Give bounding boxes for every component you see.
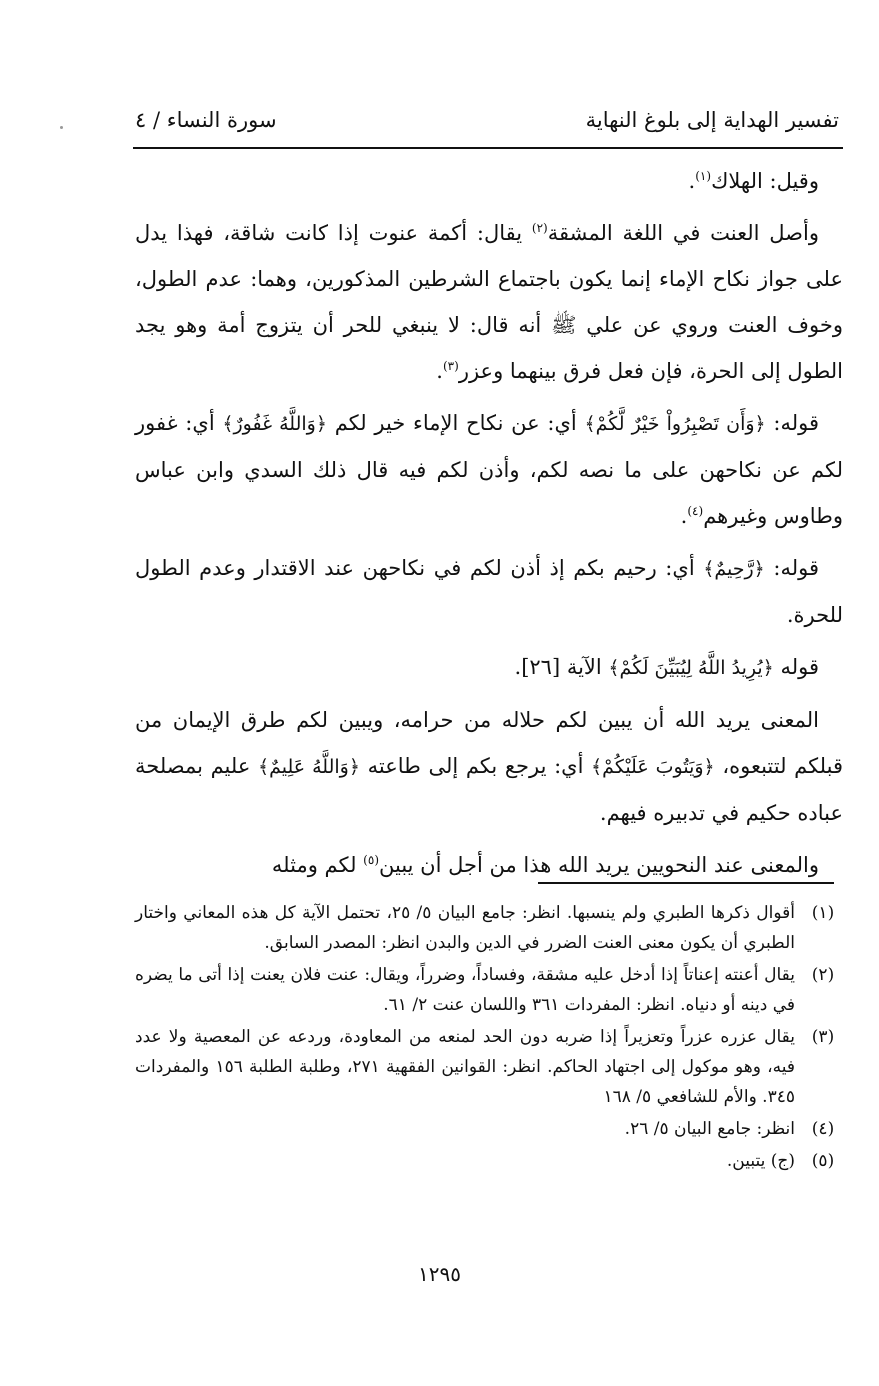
paragraph-7: والمعنى عند النحويين يريد الله هذا من أجل أن يبين$^{(٥)}$ لكم ومثله (271, 853, 819, 877)
footnote-1 (135, 898, 851, 958)
footnote-text: أقوال ذكرها الطبري ولم ينسبها. انظر: جامع البيان ٥/ ٢٥، تحتمل الآية كل هذه المعاني واختار الطبري أن يكون معنى العنت الضرر في الدين والبدن انظر: المصدر السابق. (135, 903, 795, 953)
footnote-number: (١) (811, 903, 835, 923)
main-text (135, 158, 843, 894)
footnote-number: (٢) (811, 965, 835, 985)
footnote-3 (135, 1022, 851, 1112)
footnote-number: (٤) (811, 1119, 835, 1139)
surah-reference: سورة النساء / ٤ (135, 108, 277, 132)
quran-quote: ﴿يُرِيدُ اللَّهُ لِيُبَيِّنَ لَكُمْ﴾ (608, 657, 774, 679)
footnote-ref-2: (٢) (531, 221, 548, 235)
quran-quote: ﴿وَأَن تَصْبِرُواْ خَيْرٌ لَّكُمْ﴾ (584, 413, 766, 435)
footnote-text: يقال أعنته إعناتاً إذا أدخل عليه مشقة، وفساداً، وضرراً، ويقال: عنت فلان يعنت إذا أتى ما يضره في دينه أو دنياه. انظر: المفردات ٣٦١ واللسان عنت ٢/ ٦١. (135, 965, 795, 1015)
footnote-ref-4: (٤) (687, 504, 704, 518)
quran-quote: ﴿رَّحِيمٌ﴾ (703, 558, 765, 580)
footnote-rule (538, 882, 834, 884)
footnotes (135, 898, 851, 1178)
paragraph-5: قوله ﴿يُرِيدُ اللَّهُ لِيُبَيِّنَ لَكُمْ﴾ الآية [٢٦]. (514, 655, 819, 679)
footnote-2 (135, 960, 851, 1020)
header-rule (133, 147, 843, 149)
footnote-text: انظر: جامع البيان ٥/ ٢٦. (624, 1119, 795, 1139)
paragraph-1: وقيل: الهلاك$^{(١)}$. (688, 169, 819, 193)
footnote-number: (٥) (811, 1151, 835, 1171)
quran-quote: ﴿وَيَتُوبَ عَلَيْكُمْ﴾ (591, 756, 715, 778)
footnote-number: (٣) (811, 1027, 835, 1047)
footnote-5 (135, 1146, 851, 1176)
page-number: ١٢٩٥ (418, 1262, 461, 1286)
paragraph-3: قوله: ﴿وَأَن تَصْبِرُواْ خَيْرٌ لَّكُمْ﴾ أي: عن نكاح الإماء خير لكم ﴿وَاللَّهُ غَفُورٌ﴾ أي: غفور لكم عن نكاحهن على ما نصه لكم، وأذن لكم فيه قال ذلك السدي وابن عباس وطاوس وغيرهم$^{(٤)}$. (135, 411, 843, 528)
footnote-ref-5: (٥) (363, 853, 379, 867)
running-header (135, 98, 839, 142)
book-title: تفسير الهداية إلى بلوغ النهاية (585, 108, 839, 132)
footnote-4 (135, 1114, 851, 1144)
quran-quote: ﴿وَاللَّهُ عَلِيمٌ﴾ (258, 756, 360, 778)
footnote-ref-1: (١) (695, 169, 712, 183)
quran-quote: ﴿وَاللَّهُ غَفُورٌ﴾ (222, 413, 327, 435)
paragraph-4: قوله: ﴿رَّحِيمٌ﴾ أي: رحيم بكم إذ أذن لكم في نكاحهن عند الاقتدار وعدم الطول للحرة. (135, 556, 843, 627)
footnote-text: يقال عزره عزراً وتعزيراً إذا ضربه دون الحد لمنعه من المعاودة، وردعه عن المعصية ولا عدد فيه، وهو موكول إلى اجتهاد الحاكم. انظر: القوانين الفقهية ٢٧١، وطلبة الطلبة ١٥٦ والمفردات ٣٤٥. والأم للشافعي ٥/ ١٦٨ (135, 1027, 796, 1107)
paragraph-6: المعنى يريد الله أن يبين لكم حلاله من حرامه، ويبين لكم طرق الإيمان من قبلكم لتتبعوه، ﴿وَيَتُوبَ عَلَيْكُمْ﴾ أي: يرجع بكم إلى طاعته ﴿وَاللَّهُ عَلِيمٌ﴾ عليم بمصلحة عباده حكيم في تدبيره فيهم. (135, 708, 844, 825)
footnote-text: (ج) يتبين. (726, 1151, 795, 1171)
scan-speck (60, 126, 63, 129)
paragraph-2: وأصل العنت في اللغة المشقة$^{(٢)}$ يقال: أكمة عنوت إذا كانت شاقة، فهذا يدل على جواز نكاح الإماء إنما يكون باجتماع الشرطين المذكورين، وهما: عدم الطول، وخوف العنت وروي عن علي ﷺ أنه قال: لا ينبغي للحر أن يتزوج أمة وهو يجد الطول إلى الحرة، فإن فعل فرق بينهما وعزر$^{(٣)}$. (135, 221, 843, 383)
footnote-ref-3: (٣) (442, 359, 459, 373)
